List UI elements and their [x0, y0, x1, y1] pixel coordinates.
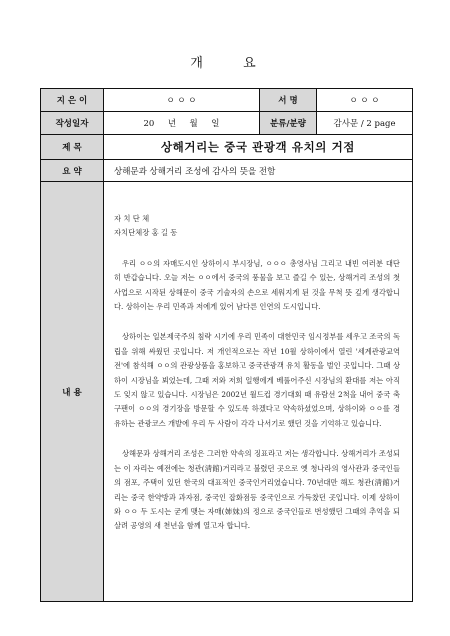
document-form — [40, 88, 413, 602]
author-label: 지 은 이 — [41, 89, 103, 111]
summary-label: 요 약 — [41, 160, 103, 181]
content-text — [114, 212, 400, 534]
date-value: 20 년 월 일 — [103, 112, 259, 134]
content-label: 내 용 — [41, 182, 103, 601]
date-label: 작성일자 — [41, 112, 103, 134]
signer-name: 자치단체장 홍 길 동 — [114, 228, 178, 238]
summary-row — [41, 160, 412, 182]
author-row — [41, 89, 412, 112]
category-label: 분류/분량 — [259, 112, 316, 134]
paragraph-1: 우리 ㅇㅇ의 자매도시인 상하이시 부시장님, ㅇㅇㅇ 총영사님 그리고 내빈 여러분 대단히 반갑습니다. 오늘 저는 ㅇㅇ에서 중국의 풍물을 보고 즐길 수 있는, 상해거리 조성의 첫 사업으로 시작된 상해문이 중국 기술자의 손으로 세워지게 된 것을 무척 뜻 깊게 생각합니다. 상하이는 우리 민족과 저에게 있어 남다른 인연의 도시입니다. — [114, 258, 400, 312]
paragraph-2: 상하이는 일본제국주의 침략 시기에 우리 민족이 대한민국 임시정부를 세우고 조국의 독립을 위해 싸웠던 곳입니다. 저 개인적으로는 작년 10월 상하이에서 열린 '세계관광교역전'에 참석해 ㅇㅇ의 관광상품을 홍보하고 중국관광객 유치 활동을 벌인 곳입니다. 그때 상하이 시장님을 뵈었는데, 그때 저와 저희 일행에게 베풀어주신 시장님의 환대를 저는 아직도 잊지 않고 있습니다. 시장님은 2002년 월드컵 경기대회 때 유람선 2척을 내어 중국 축구팬이 ㅇㅇ의 경기장을 방문할 수 있도록 하겠다고 약속하셨었으며, 상하이와 ㅇㅇ를 경유하는 관광코스 개발에 우리 두 사람이 각각 나서기로 했던 것을 기억하고 있습니다. — [114, 332, 400, 428]
content-row — [41, 182, 412, 601]
subject-row — [41, 135, 412, 160]
page-title: 개 요 — [190, 56, 274, 71]
subject-value: 상해거리는 중국 관광객 유치의 거점 — [103, 135, 412, 159]
summary-value: 상해문과 상해거리 조성에 감사의 뜻을 전함 — [103, 160, 412, 181]
paragraph-3: 상해문과 상해거리 조성은 그러한 약속의 징표라고 저는 생각합니다. 상해거리가 조성되는 이 자리는 예전에는 청관(淸館)거리라고 불렸던 곳으로 옛 청나라의 영사관과 중국인들의 점포, 주택이 있던 한국의 대표적인 중국인거리였습니다. 70년대만 해도 청관(淸館)거리는 중국 한약방과 과자점, 중국인 잡화점등 중국인으로 가득찼던 곳입니다. 이제 상하이와 ㅇㅇ 두 도시는 굳게 맺는 자매(姉妹)의 정으로 중국인들로 번성했던 그때의 추억을 되살려 공영의 새 천년을 함께 열고자 합니다. — [114, 449, 400, 531]
subject-label: 제 목 — [41, 135, 103, 159]
organization-name: 자 치 단 체 — [114, 214, 150, 223]
date-row — [41, 112, 412, 135]
content-cell — [103, 182, 412, 601]
name-label: 서 명 — [259, 89, 316, 111]
author-value: ㅇ ㅇ ㅇ — [103, 89, 259, 111]
name-value: ㅇ ㅇ ㅇ — [316, 89, 412, 111]
category-value: 감사문 / 2 page — [316, 112, 412, 134]
